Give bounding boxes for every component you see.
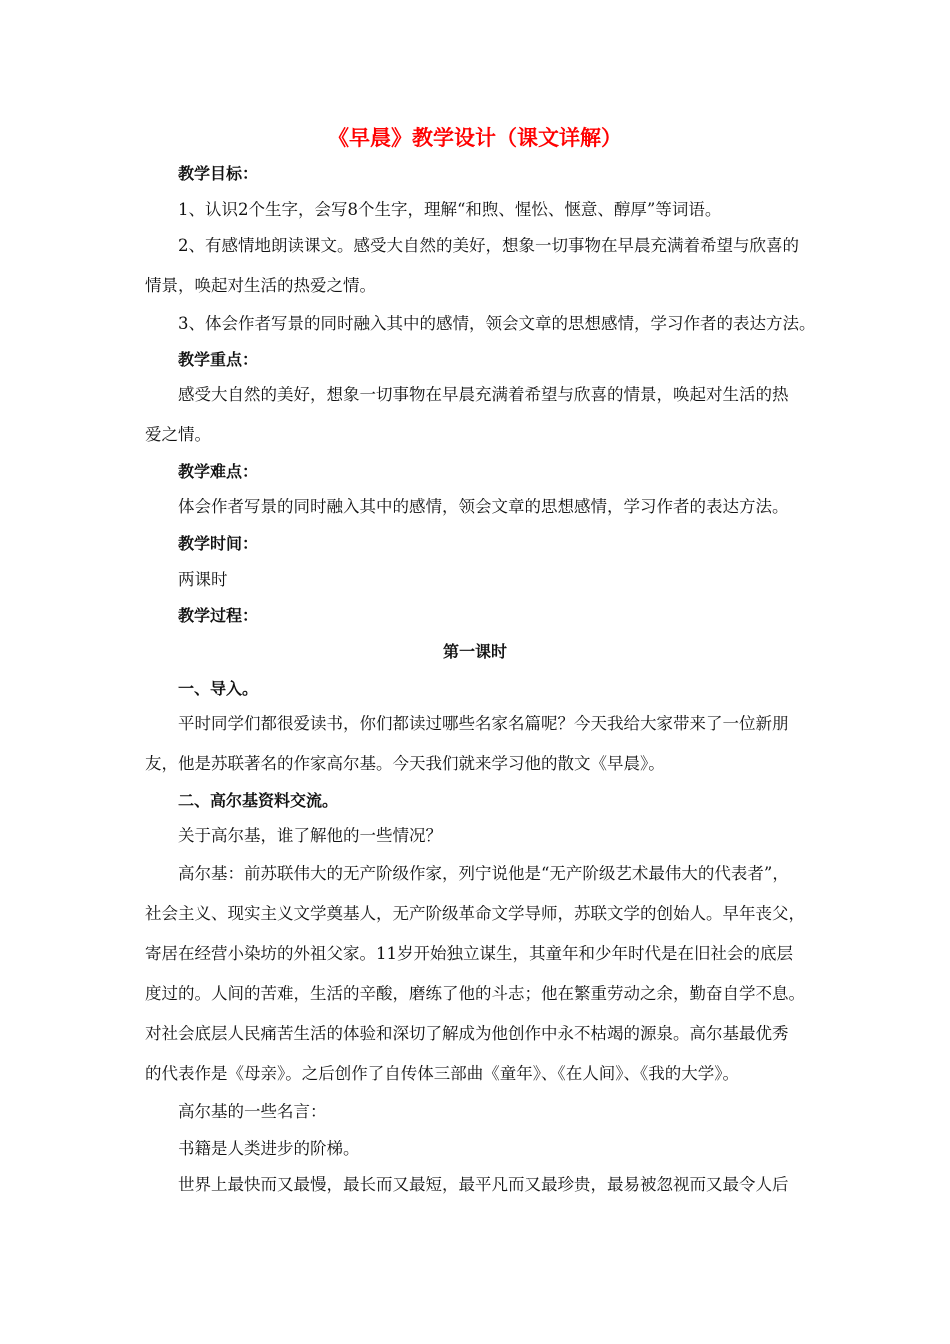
paragraph-line: 2、有感情地朗读课文。感受大自然的美好，想象一切事物在早晨充满着希望与欣喜的 [178, 236, 799, 255]
paragraph-line: 平时同学们都很爱读书，你们都读过哪些名家名篇呢？今天我给大家带来了一位新朋 [178, 714, 789, 733]
heading-time: 教学时间： [178, 534, 259, 553]
paragraph-line: 社会主义、现实主义文学奠基人，无产阶级革命文学导师，苏联文学的创始人。早年丧父， [145, 904, 805, 923]
paragraph-line: 关于高尔基，谁了解他的一些情况？ [178, 826, 442, 845]
paragraph-line: 的代表作是《母亲》。之后创作了自传体三部曲《童年》、《在人间》、《我的大学》。 [145, 1064, 739, 1083]
section-heading-gorky: 二、高尔基资料交流。 [178, 791, 339, 810]
paragraph-line: 3、体会作者写景的同时融入其中的感情，领会文章的思想感情，学习作者的表达方法。 [178, 314, 816, 333]
heading-difficulties: 教学难点： [178, 462, 259, 481]
paragraph-line: 高尔基的一些名言： [178, 1102, 327, 1121]
paragraph-line: 高尔基：前苏联伟大的无产阶级作家，列宁说他是“无产阶级艺术最伟大的代表者”， [178, 864, 789, 883]
paragraph-line: 1、认识2个生字，会写8个生字，理解“和煦、惺忪、惬意、醇厚”等词语。 [178, 200, 722, 219]
paragraph-line: 寄居在经营小染坊的外祖父家。11岁开始独立谋生，其童年和少年时代是在旧社会的底层 [145, 944, 793, 963]
heading-objectives: 教学目标： [178, 164, 259, 183]
paragraph-line: 体会作者写景的同时融入其中的感情，领会文章的思想感情，学习作者的表达方法。 [178, 497, 789, 516]
paragraph-line: 对社会底层人民痛苦生活的体验和深切了解成为他创作中永不枯竭的源泉。高尔基最优秀 [145, 1024, 789, 1043]
section-heading-intro: 一、导入。 [178, 679, 259, 698]
paragraph-line: 世界上最快而又最慢，最长而又最短，最平凡而又最珍贵，最易被忽视而又最令人后 [178, 1175, 789, 1194]
heading-process: 教学过程： [178, 606, 259, 625]
heading-key-points: 教学重点： [178, 350, 259, 369]
paragraph-line: 书籍是人类进步的阶梯。 [178, 1139, 360, 1158]
paragraph-line: 两课时 [178, 570, 228, 589]
lesson-heading: 第一课时 [442, 642, 507, 661]
document-title: 《早晨》教学设计（课文详解） [328, 126, 622, 150]
paragraph-line: 爱之情。 [145, 425, 211, 444]
paragraph-line: 度过的。人间的苦难，生活的辛酸，磨练了他的斗志；他在繁重劳动之余，勤奋自学不息。 [145, 984, 805, 1003]
paragraph-line: 感受大自然的美好，想象一切事物在早晨充满着希望与欣喜的情景，唤起对生活的热 [178, 385, 789, 404]
paragraph-line: 友，他是苏联著名的作家高尔基。今天我们就来学习他的散文《早晨》。 [145, 754, 665, 773]
paragraph-line: 情景，唤起对生活的热爱之情。 [145, 276, 376, 295]
